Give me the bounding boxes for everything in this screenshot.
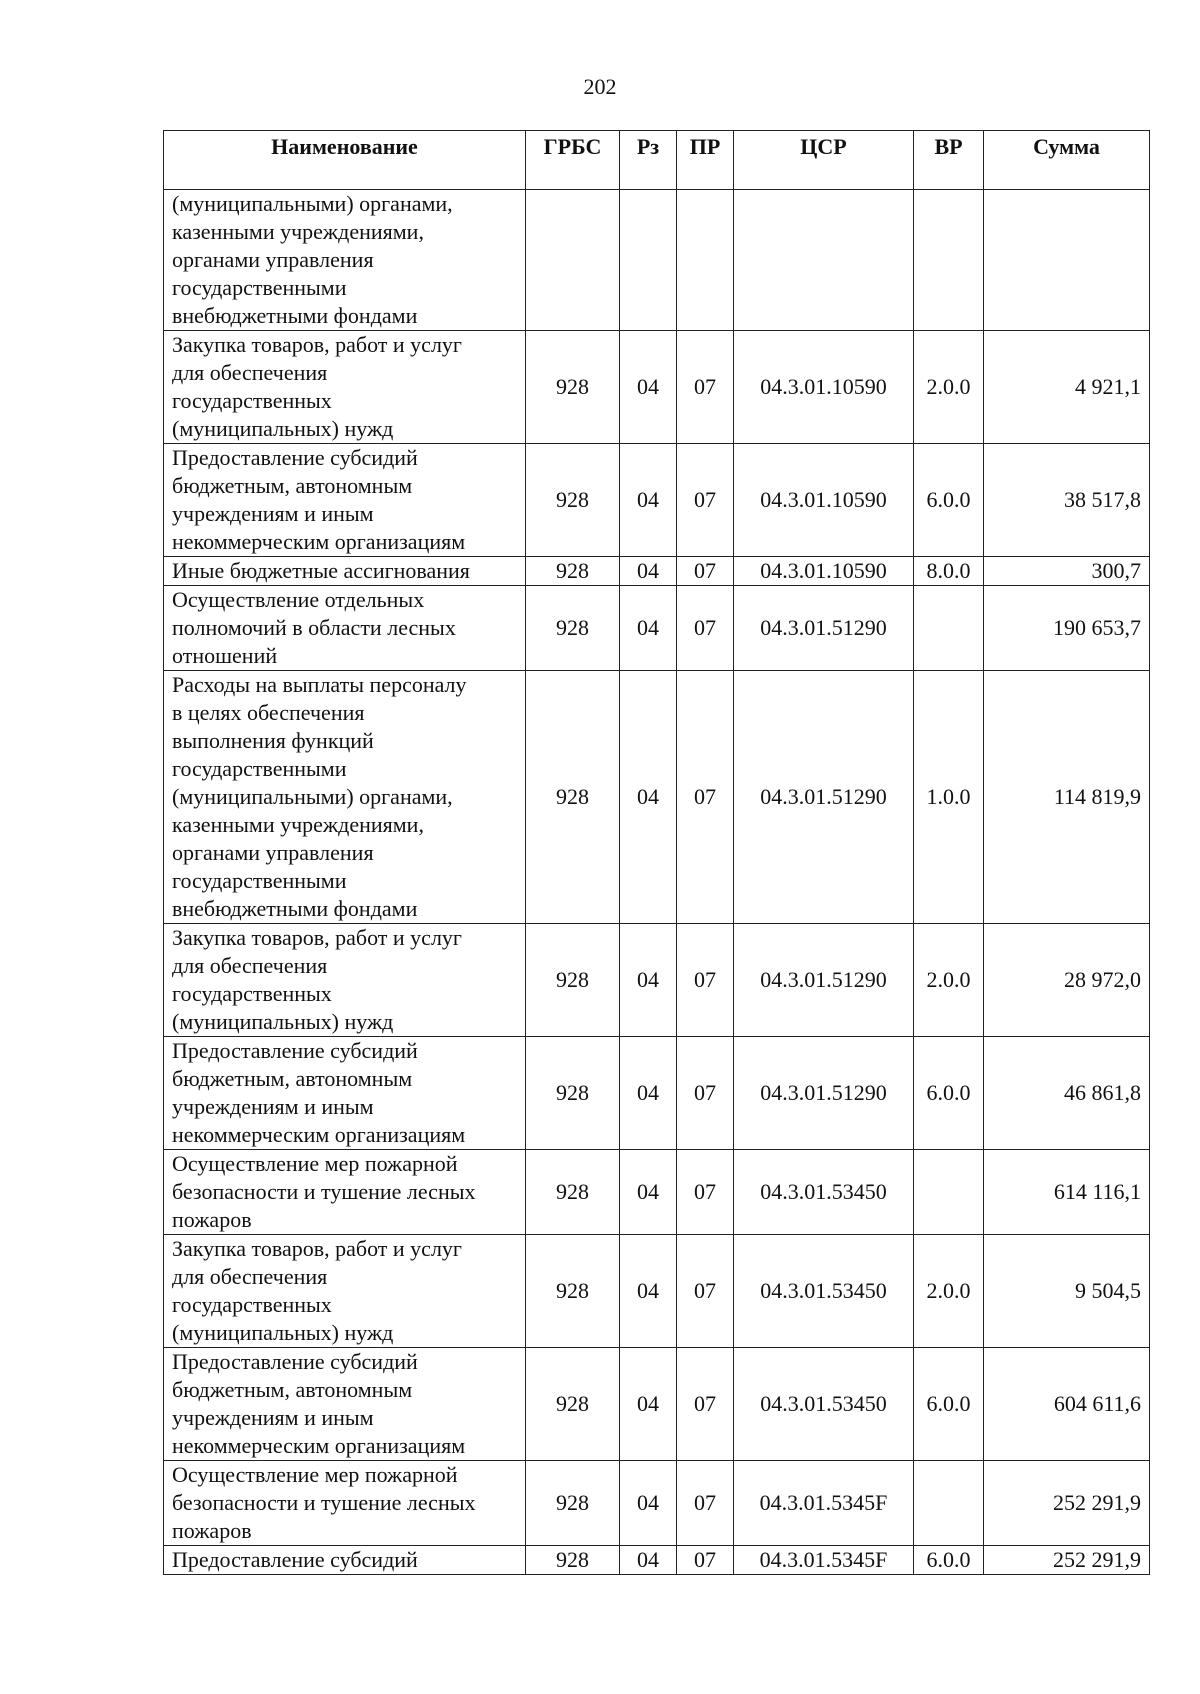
grbs-cell [526, 190, 620, 331]
grbs-cell: 928 [526, 1037, 620, 1150]
header-sum: Сумма [984, 131, 1150, 190]
grbs-cell: 928 [526, 1461, 620, 1546]
grbs-cell: 928 [526, 671, 620, 924]
name-cell [164, 586, 526, 671]
pr-cell: 07 [677, 924, 734, 1037]
name-line: для обеспечения [172, 1264, 328, 1289]
rz-cell: 04 [620, 586, 677, 671]
rz-cell [620, 190, 677, 331]
pr-cell: 07 [677, 1150, 734, 1235]
pr-cell: 07 [677, 1461, 734, 1546]
csr-cell: 04.3.01.51290 [734, 924, 914, 1037]
name-cell [164, 1348, 526, 1461]
csr-cell: 04.3.01.51290 [734, 671, 914, 924]
name-line: внебюджетными фондами [172, 303, 418, 328]
name-line: для обеспечения [172, 953, 328, 978]
grbs-cell: 928 [526, 557, 620, 586]
pr-cell: 07 [677, 586, 734, 671]
vr-cell: 6.0.0 [914, 1348, 984, 1461]
vr-cell: 1.0.0 [914, 671, 984, 924]
name-line: Осуществление мер пожарной [172, 1151, 458, 1176]
name-line: полномочий в области лесных [172, 615, 456, 640]
name-line: Иные бюджетные ассигнования [172, 558, 470, 583]
name-line: (муниципальных) нужд [172, 1320, 394, 1345]
name-line: учреждениям и иным [172, 1405, 374, 1430]
header-csr: ЦСР [734, 131, 914, 190]
pr-cell: 07 [677, 1348, 734, 1461]
sum-cell: 46 861,8 [984, 1037, 1150, 1150]
rz-cell: 04 [620, 1461, 677, 1546]
name-line: учреждениям и иным [172, 1094, 374, 1119]
csr-cell: 04.3.01.53450 [734, 1348, 914, 1461]
vr-cell: 6.0.0 [914, 1037, 984, 1150]
name-line: Закупка товаров, работ и услуг [172, 332, 462, 357]
csr-cell: 04.3.01.5345F [734, 1461, 914, 1546]
name-line: Предоставление субсидий [172, 1547, 418, 1572]
name-line: государственными [172, 868, 347, 893]
name-cell [164, 1235, 526, 1348]
table-row [164, 1235, 1150, 1348]
vr-cell [914, 1150, 984, 1235]
vr-cell: 8.0.0 [914, 557, 984, 586]
csr-cell: 04.3.01.10590 [734, 444, 914, 557]
header-name: Наименование [164, 131, 526, 190]
budget-table [163, 130, 1150, 1575]
name-line: Предоставление субсидий [172, 1349, 418, 1374]
name-line: некоммерческим организациям [172, 1122, 466, 1147]
table-row [164, 924, 1150, 1037]
name-line: Осуществление отдельных [172, 587, 425, 612]
name-line: пожаров [172, 1207, 252, 1232]
sum-cell: 114 819,9 [984, 671, 1150, 924]
name-line: некоммерческим организациям [172, 529, 466, 554]
pr-cell: 07 [677, 331, 734, 444]
sum-cell: 4 921,1 [984, 331, 1150, 444]
csr-cell: 04.3.01.5345F [734, 1546, 914, 1575]
rz-cell: 04 [620, 557, 677, 586]
sum-cell [984, 190, 1150, 331]
pr-cell [677, 190, 734, 331]
grbs-cell: 928 [526, 444, 620, 557]
rz-cell: 04 [620, 1037, 677, 1150]
grbs-cell: 928 [526, 924, 620, 1037]
table-row [164, 1348, 1150, 1461]
name-line: Расходы на выплаты персоналу [172, 672, 467, 697]
rz-cell: 04 [620, 924, 677, 1037]
rz-cell: 04 [620, 1150, 677, 1235]
name-line: бюджетным, автономным [172, 1066, 413, 1091]
pr-cell: 07 [677, 1235, 734, 1348]
vr-cell [914, 586, 984, 671]
vr-cell: 2.0.0 [914, 924, 984, 1037]
table-row [164, 444, 1150, 557]
header-vr: ВР [914, 131, 984, 190]
vr-cell: 2.0.0 [914, 1235, 984, 1348]
header-rz: Рз [620, 131, 677, 190]
vr-cell: 2.0.0 [914, 331, 984, 444]
grbs-cell: 928 [526, 586, 620, 671]
pr-cell: 07 [677, 1037, 734, 1150]
name-line: в целях обеспечения [172, 700, 365, 725]
rz-cell: 04 [620, 331, 677, 444]
rz-cell: 04 [620, 1546, 677, 1575]
pr-cell: 07 [677, 1546, 734, 1575]
vr-cell [914, 190, 984, 331]
name-cell [164, 671, 526, 924]
sum-cell: 190 653,7 [984, 586, 1150, 671]
name-line: государственными [172, 275, 347, 300]
name-line: (муниципальными) органами, [172, 784, 453, 809]
grbs-cell: 928 [526, 1150, 620, 1235]
csr-cell [734, 190, 914, 331]
name-line: пожаров [172, 1518, 252, 1543]
name-cell [164, 557, 526, 586]
table-row [164, 1461, 1150, 1546]
pr-cell: 07 [677, 671, 734, 924]
name-line: бюджетным, автономным [172, 1377, 413, 1402]
csr-cell: 04.3.01.51290 [734, 1037, 914, 1150]
name-cell [164, 1037, 526, 1150]
pr-cell: 07 [677, 444, 734, 557]
name-line: безопасности и тушение лесных [172, 1490, 476, 1515]
name-line: государственных [172, 981, 332, 1006]
csr-cell: 04.3.01.10590 [734, 557, 914, 586]
sum-cell: 614 116,1 [984, 1150, 1150, 1235]
table-row [164, 1546, 1150, 1575]
sum-cell: 604 611,6 [984, 1348, 1150, 1461]
csr-cell: 04.3.01.51290 [734, 586, 914, 671]
name-line: Закупка товаров, работ и услуг [172, 925, 462, 950]
name-cell [164, 444, 526, 557]
table-row [164, 586, 1150, 671]
csr-cell: 04.3.01.10590 [734, 331, 914, 444]
name-line: казенными учреждениями, [172, 812, 424, 837]
sum-cell: 252 291,9 [984, 1461, 1150, 1546]
table-row [164, 557, 1150, 586]
header-grbs: ГРБС [526, 131, 620, 190]
name-line: государственных [172, 1292, 332, 1317]
name-cell [164, 331, 526, 444]
csr-cell: 04.3.01.53450 [734, 1235, 914, 1348]
name-line: отношений [172, 643, 278, 668]
vr-cell [914, 1461, 984, 1546]
table-row [164, 190, 1150, 331]
name-line: некоммерческим организациям [172, 1433, 466, 1458]
name-line: (муниципальными) органами, [172, 191, 453, 216]
name-line: Осуществление мер пожарной [172, 1462, 458, 1487]
name-line: бюджетным, автономным [172, 473, 413, 498]
grbs-cell: 928 [526, 1235, 620, 1348]
name-line: органами управления [172, 840, 374, 865]
name-line: безопасности и тушение лесных [172, 1179, 476, 1204]
rz-cell: 04 [620, 1348, 677, 1461]
rz-cell: 04 [620, 1235, 677, 1348]
name-line: Предоставление субсидий [172, 445, 418, 470]
vr-cell: 6.0.0 [914, 1546, 984, 1575]
name-cell [164, 190, 526, 331]
page-number: 202 [583, 74, 617, 99]
name-line: государственными [172, 756, 347, 781]
grbs-cell: 928 [526, 1348, 620, 1461]
sum-cell: 9 504,5 [984, 1235, 1150, 1348]
name-line: учреждениям и иным [172, 501, 374, 526]
grbs-cell: 928 [526, 1546, 620, 1575]
name-cell [164, 1150, 526, 1235]
pr-cell: 07 [677, 557, 734, 586]
name-line: Предоставление субсидий [172, 1038, 418, 1063]
sum-cell: 252 291,9 [984, 1546, 1150, 1575]
name-cell [164, 1461, 526, 1546]
grbs-cell: 928 [526, 331, 620, 444]
table-row [164, 331, 1150, 444]
name-line: (муниципальных) нужд [172, 416, 394, 441]
header-pr: ПР [677, 131, 734, 190]
name-line: Закупка товаров, работ и услуг [172, 1236, 462, 1261]
sum-cell: 38 517,8 [984, 444, 1150, 557]
name-line: казенными учреждениями, [172, 219, 424, 244]
vr-cell: 6.0.0 [914, 444, 984, 557]
table-row [164, 1150, 1150, 1235]
name-line: для обеспечения [172, 360, 328, 385]
table-body [164, 190, 1150, 1575]
rz-cell: 04 [620, 671, 677, 924]
table-header-row [164, 131, 1150, 190]
table-row [164, 1037, 1150, 1150]
name-cell [164, 1546, 526, 1575]
name-line: государственных [172, 388, 332, 413]
csr-cell: 04.3.01.53450 [734, 1150, 914, 1235]
rz-cell: 04 [620, 444, 677, 557]
name-line: органами управления [172, 247, 374, 272]
sum-cell: 300,7 [984, 557, 1150, 586]
sum-cell: 28 972,0 [984, 924, 1150, 1037]
name-line: выполнения функций [172, 728, 374, 753]
name-line: (муниципальных) нужд [172, 1009, 394, 1034]
name-cell [164, 924, 526, 1037]
name-line: внебюджетными фондами [172, 896, 418, 921]
table-row [164, 671, 1150, 924]
